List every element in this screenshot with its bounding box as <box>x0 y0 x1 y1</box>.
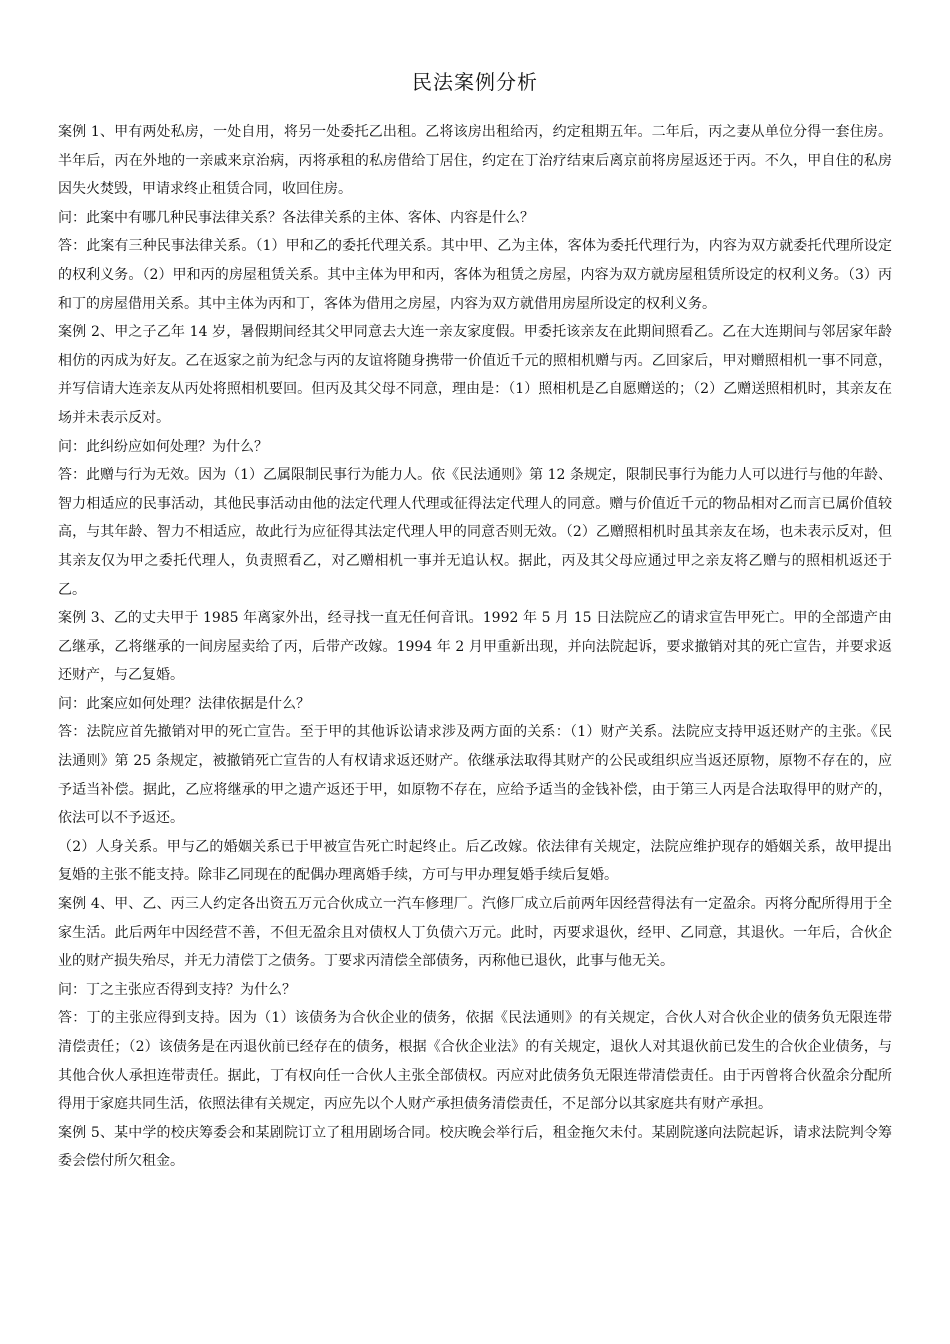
case-2-paragraph: 案例 2、甲之子乙年 14 岁，暑假期间经其父甲同意去大连一亲友家度假。甲委托该亲友在此期间照看乙。乙在大连期间与邻居家年龄相仿的丙成为好友。乙在返家之前为纪念与丙的友谊将随身携带一价值近千元的照相机赠与丙。乙回家后，甲对赠照相机一事不同意，并写信请大连亲友从丙处将照相机要回。但丙及其父母不同意，理由是：（1）照相机是乙自愿赠送的；（2）乙赠送照相机时，其亲友在场并未表示反对。 <box>58 324 892 426</box>
case-3-paragraph: 案例 3、乙的丈夫甲于 1985 年离家外出，经寻找一直无任何音讯。1992 年 5 月 15 日法院应乙的请求宣告甲死亡。甲的全部遗产由乙继承，乙将继承的一间房屋卖给了丙，后带产改嫁。1994 年 2 月甲重新出现，并向法院起诉，要求撤销对其的死亡宣告，并要求返还财产，与乙复婚。 <box>58 610 892 684</box>
case-3-answer-continued: （2）人身关系。甲与乙的婚姻关系已于甲被宣告死亡时起终止。后乙改嫁。依法律有关规定，法院应维护现存的婚姻关系，故甲提出复婚的主张不能支持。除非乙同现在的配偶办理离婚手续，方可与甲办理复婚手续后复婚。 <box>58 838 892 884</box>
case-4-paragraph: 案例 4、甲、乙、丙三人约定各出资五万元合伙成立一汽车修理厂。汽修厂成立后前两年因经营得法有一定盈余。丙将分配所得用于全家生活。此后两年中因经营不善，不但无盈余且对债权人丁负债六万元。此时，丙要求退伙，经甲、乙同意，其退伙。一年后，合伙企业的财产损失殆尽，并无力清偿丁之债务。丁要求丙清偿全部债务，丙称他已退伙，此事与他无关。 <box>58 896 892 970</box>
case-1-paragraph: 案例 1、甲有两处私房，一处自用，将另一处委托乙出租。乙将该房出租给丙，约定租期五年。二年后，丙之妻从单位分得一套住房。半年后，丙在外地的一亲戚来京治病，丙将承租的私房借给丁居住，约定在丁治疗结束后离京前将房屋返还于丙。不久，甲自住的私房因失火焚毁，甲请求终止租赁合同，收回住房。 <box>58 124 892 198</box>
case-2-answer: 答：此赠与行为无效。因为（1）乙属限制民事行为能力人。依《民法通则》第 12 条规定，限制民事行为能力人可以进行与他的年龄、智力相适应的民事活动，其他民事活动由他的法定代理人代理或征得法定代理人的同意。赠与价值近千元的物品相对乙而言已属价值较高，与其年龄、智力不相适应，故此行为应征得其法定代理人甲的同意否则无效。（2）乙赠照相机时虽其亲友在场，也未表示反对，但其亲友仅为甲之委托代理人，负责照看乙，对乙赠相机一事并无追认权。据此，丙及其父母应通过甲之亲友将乙赠与的照相机返还于乙。 <box>58 467 892 598</box>
case-3-question: 问：此案应如何处理？法律依据是什么？ <box>58 695 310 712</box>
document-title: 民法案例分析 <box>412 70 538 94</box>
case-1-question: 问：此案中有哪几种民事法律关系？各法律关系的主体、客体、内容是什么？ <box>58 209 534 226</box>
case-1-answer: 答：此案有三种民事法律关系。（1）甲和乙的委托代理关系。其中甲、乙为主体，客体为委托代理行为，内容为双方就委托代理所设定的权利义务。（2）甲和丙的房屋租赁关系。其中主体为甲和丙，客体为租赁之房屋，内容为双方就房屋租赁所设定的权利义务。（3）丙和丁的房屋借用关系。其中主体为丙和丁，客体为借用之房屋，内容为双方就借用房屋所设定的权利义务。 <box>58 238 892 312</box>
case-4-answer: 答：丁的主张应得到支持。因为（1）该债务为合伙企业的债务，依据《民法通则》的有关规定，合伙人对合伙企业的债务负无限连带清偿责任；（2）该债务是在丙退伙前已经存在的债务，根据《合伙企业法》的有关规定，退伙人对其退伙前已发生的合伙企业债务，与其他合伙人承担连带责任。据此，丁有权向任一合伙人主张全部债权。丙应对此债务负无限连带清偿责任。由于丙曾将合伙盈余分配所得用于家庭共同生活，依照法律有关规定，丙应先以个人财产承担债务清偿责任，不足部分以其家庭共有财产承担。 <box>58 1010 892 1113</box>
case-2-question: 问：此纠纷应如何处理？为什么？ <box>58 438 268 455</box>
case-4-question: 问：丁之主张应否得到支持？为什么？ <box>58 981 296 998</box>
case-3-answer: 答：法院应首先撤销对甲的死亡宣告。至于甲的其他诉讼请求涉及两方面的关系：（1）财产关系。法院应支持甲返还财产的主张。《民法通则》第 25 条规定，被撤销死亡宣告的人有权请求返还财产。依继承法取得其财产的公民或组织应当返还原物，原物不存在的，应予适当补偿。据此，乙应将继承的甲之遗产返还于甲，如原物不存在，应给予适当的金钱补偿，由于第三人丙是合法取得甲的财产的，依法可以不予返还。 <box>58 724 892 827</box>
case-5-paragraph: 案例 5、某中学的校庆筹委会和某剧院订立了租用剧场合同。校庆晚会举行后，租金拖欠未付。某剧院遂向法院起诉，请求法院判令筹委会偿付所欠租金。 <box>58 1124 892 1170</box>
